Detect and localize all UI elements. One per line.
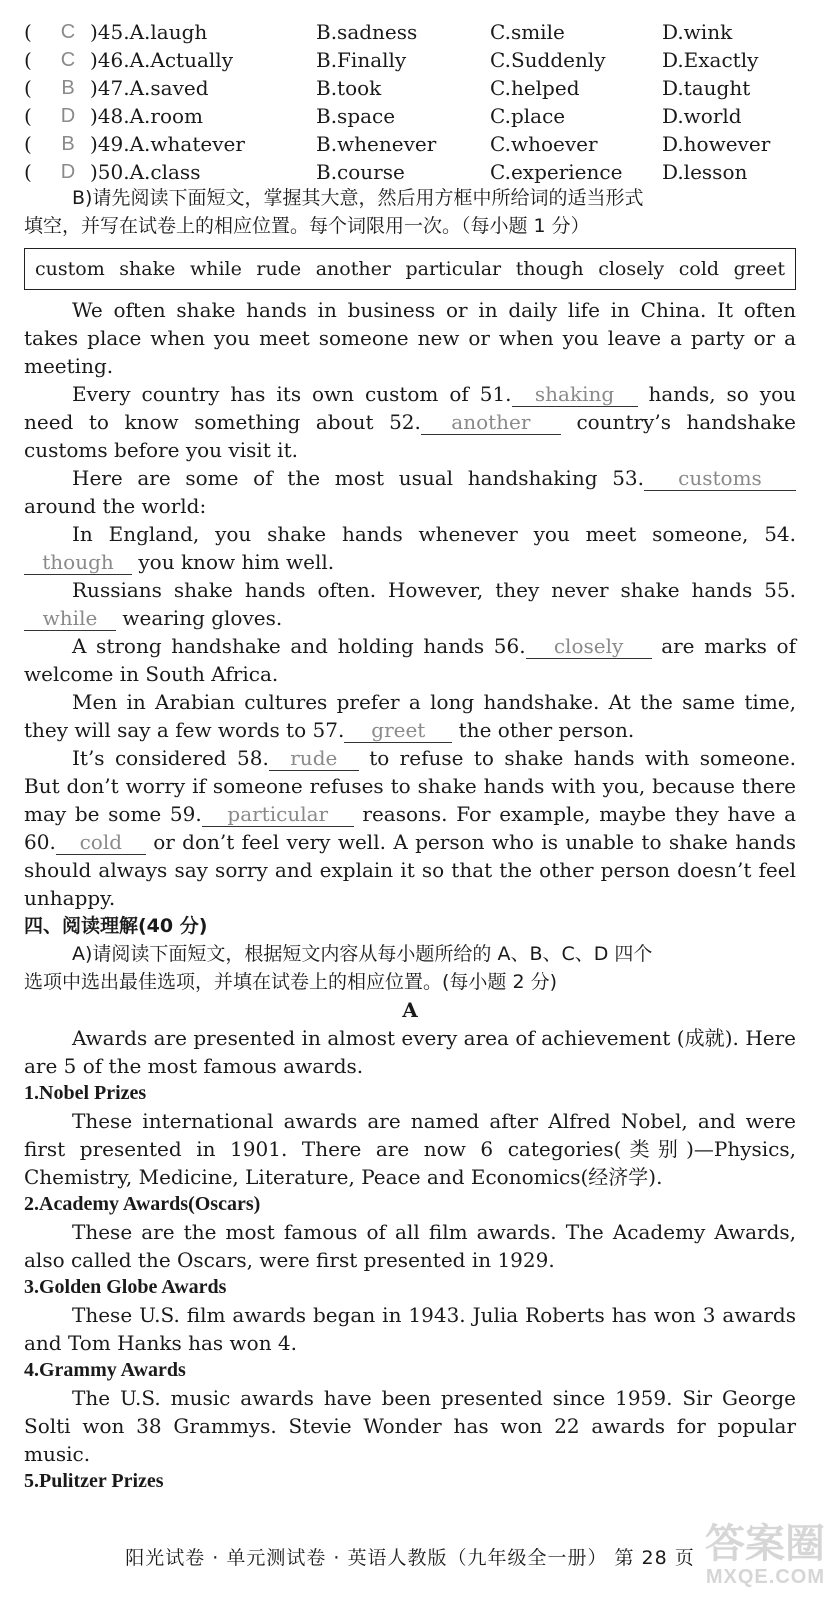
mcq-option-d: D.however xyxy=(662,132,771,156)
mcq-answer: D xyxy=(60,105,76,127)
word-box-item: another xyxy=(315,258,391,280)
passage-paragraph: We often shake hands in business or in daily life in China. It often takes place when you meet someone new or when you leave a party or a meeting. xyxy=(24,298,796,378)
award-text: These U.S. film awards began in 1943. Julia Roberts has won 3 awards and Tom Hanks has won 4. xyxy=(24,1303,796,1355)
award-heading: 5.Pulitzer Prizes xyxy=(24,1470,164,1492)
blank-53[interactable]: customs xyxy=(644,466,796,491)
mcq-option-b: B.took xyxy=(316,76,382,100)
section-4-instruction: A)请阅读下面短文，根据短文内容从每小题所给的 A、B、C、D 四个 xyxy=(72,943,653,965)
word-box-item: rude xyxy=(256,258,302,280)
word-box-item: greet xyxy=(733,258,785,280)
passage-paragraph: A strong handshake and holding hands 56. closely are marks of welcome in South Africa. xyxy=(24,634,797,686)
blank-54[interactable]: though xyxy=(24,550,132,575)
blank-60[interactable]: cold xyxy=(56,830,146,855)
mcq-answer: C xyxy=(60,49,76,71)
mcq-option-d: D.wink xyxy=(662,20,733,44)
watermark-text: 答案圈 xyxy=(705,1522,825,1566)
passage-paragraph: Every country has its own custom of 51. shaking hands, so you need to know something about 52. another country’s handshake customs before you visit it. xyxy=(24,382,797,462)
mcq-row: ( B )47.A.saved B.took C.helped D.taught xyxy=(24,76,751,100)
mcq-option-c: C.whoever xyxy=(490,132,598,156)
word-box-item: though xyxy=(515,258,584,280)
word-box-item: shake xyxy=(119,258,176,280)
page-footer: 阳光试卷 · 单元测试卷 · 英语人教版（九年级全一册） 第 28 页 xyxy=(125,1547,695,1569)
reading-passage xyxy=(24,1024,796,1495)
cloze-passage xyxy=(24,296,796,912)
mcq-row: ( B )49.A.whatever B.whenever C.whoever D.however xyxy=(24,132,771,156)
reading-intro: Awards are presented in almost every area of achievement (成就). Here are 5 of the most famous awards. xyxy=(24,1026,796,1078)
mcq-answer: C xyxy=(60,21,76,43)
mcq-option-d: D.lesson xyxy=(662,160,748,184)
mcq-option-b: B.space xyxy=(316,104,396,128)
mcq-answer-list xyxy=(24,18,796,186)
part-b-instruction: B)请先阅读下面短文，掌握其大意，然后用方框中所给词的适当形式 xyxy=(72,187,644,209)
mcq-answer: B xyxy=(61,77,75,99)
exam-page xyxy=(24,18,796,1495)
blank-59[interactable]: particular xyxy=(202,802,354,827)
mcq-row: ( C )45.A.laugh B.sadness C.smile D.wink xyxy=(24,20,733,44)
blank-52[interactable]: another xyxy=(421,410,561,435)
mcq-answer: B xyxy=(61,133,75,155)
mcq-option-c: C.place xyxy=(490,104,566,128)
passage-paragraph: Russians shake hands often. However, they never shake hands 55.while wearing gloves. xyxy=(24,576,796,632)
mcq-row: ( D )48.A.room B.space C.place D.world xyxy=(24,104,742,128)
mcq-answer: D xyxy=(60,161,76,183)
mcq-option-c: C.helped xyxy=(490,76,580,100)
award-heading: 3.Golden Globe Awards xyxy=(24,1276,227,1298)
mcq-option-a: )48.A.room xyxy=(90,104,204,128)
passage-paragraph: It’s considered 58. rude to refuse to shake hands with someone. But don’t worry if someone refuses to shake hands with you, because there may be some 59. particular reasons. For example, maybe they have a 60. cold or don’t feel very well. A person who is unable to shake hands should always say sorry and explain it so that the other person doesn’t feel unhappy. xyxy=(24,746,797,910)
mcq-option-c: C.experience xyxy=(490,160,623,184)
mcq-option-d: D.world xyxy=(662,104,742,128)
word-box-item: particular xyxy=(405,258,502,280)
word-box-item: while xyxy=(189,258,242,280)
award-heading: 2.Academy Awards(Oscars) xyxy=(24,1193,261,1215)
mcq-option-c: C.smile xyxy=(490,20,565,44)
mcq-option-a: )47.A.saved xyxy=(90,76,209,100)
mcq-option-b: B.whenever xyxy=(316,132,437,156)
mcq-row: ( D )50.A.class B.course C.experience D.lesson xyxy=(24,160,748,184)
mcq-option-a: )49.A.whatever xyxy=(90,132,245,156)
award-heading: 4.Grammy Awards xyxy=(24,1359,186,1381)
passage-paragraph: Men in Arabian cultures prefer a long handshake. At the same time, they will say a few words to 57. greet the other person. xyxy=(24,690,796,742)
award-text: These international awards are named after Alfred Nobel, and were first presented in 1901. There are now 6 categories(类别)—Physics, Chemistry, Medicine, Literature, Peace and Economics(经济学). xyxy=(24,1109,796,1189)
blank-56[interactable]: closely xyxy=(526,634,652,659)
mcq-option-d: D.Exactly xyxy=(662,48,759,72)
part-b-instruction-cont: 填空，并写在试卷上的相应位置。每个词限用一次。（每小题 1 分） xyxy=(24,215,590,237)
section-4-title: 四、阅读理解(40 分) xyxy=(24,915,208,937)
award-text: These are the most famous of all film awards. The Academy Awards, also called the Oscars, were first presented in 1929. xyxy=(24,1220,796,1272)
mcq-option-b: B.sadness xyxy=(316,20,418,44)
word-box-item: cold xyxy=(678,258,720,280)
mcq-option-a: )45.A.laugh xyxy=(90,20,208,44)
passage-paragraph: In England, you shake hands whenever you meet someone, 54.though you know him well. xyxy=(24,520,796,576)
mcq-option-b: B.Finally xyxy=(316,48,407,72)
award-heading: 1.Nobel Prizes xyxy=(24,1082,147,1104)
mcq-option-b: B.course xyxy=(316,160,405,184)
blank-58[interactable]: rude xyxy=(269,746,359,771)
mcq-option-a: )46.A.Actually xyxy=(90,48,233,72)
reading-label: A xyxy=(402,998,418,1022)
mcq-row: ( C )46.A.Actually B.Finally C.Suddenly D.Exactly xyxy=(24,48,759,72)
blank-55[interactable]: while xyxy=(24,606,116,631)
award-text: The U.S. music awards have been presented since 1959. Sir George Solti won 38 Grammys. Stevie Wonder has won 22 awards for popular music. xyxy=(24,1386,796,1466)
mcq-option-a: )50.A.class xyxy=(90,160,201,184)
word-box xyxy=(24,248,796,290)
blank-57[interactable]: greet xyxy=(344,718,452,743)
watermark-logo xyxy=(675,1522,825,1592)
mcq-option-d: D.taught xyxy=(662,76,751,100)
blank-51[interactable]: shaking xyxy=(512,382,638,407)
watermark-url: MXQE.COM xyxy=(705,1566,825,1588)
section-4-instruction-cont: 选项中选出最佳选项，并填在试卷上的相应位置。(每小题 2 分) xyxy=(24,971,557,993)
word-box-item: custom xyxy=(35,258,105,280)
word-box-item: closely xyxy=(598,258,665,280)
passage-paragraph: Here are some of the most usual handshaking 53. customs around the world: xyxy=(24,464,796,520)
mcq-option-c: C.Suddenly xyxy=(490,48,606,72)
